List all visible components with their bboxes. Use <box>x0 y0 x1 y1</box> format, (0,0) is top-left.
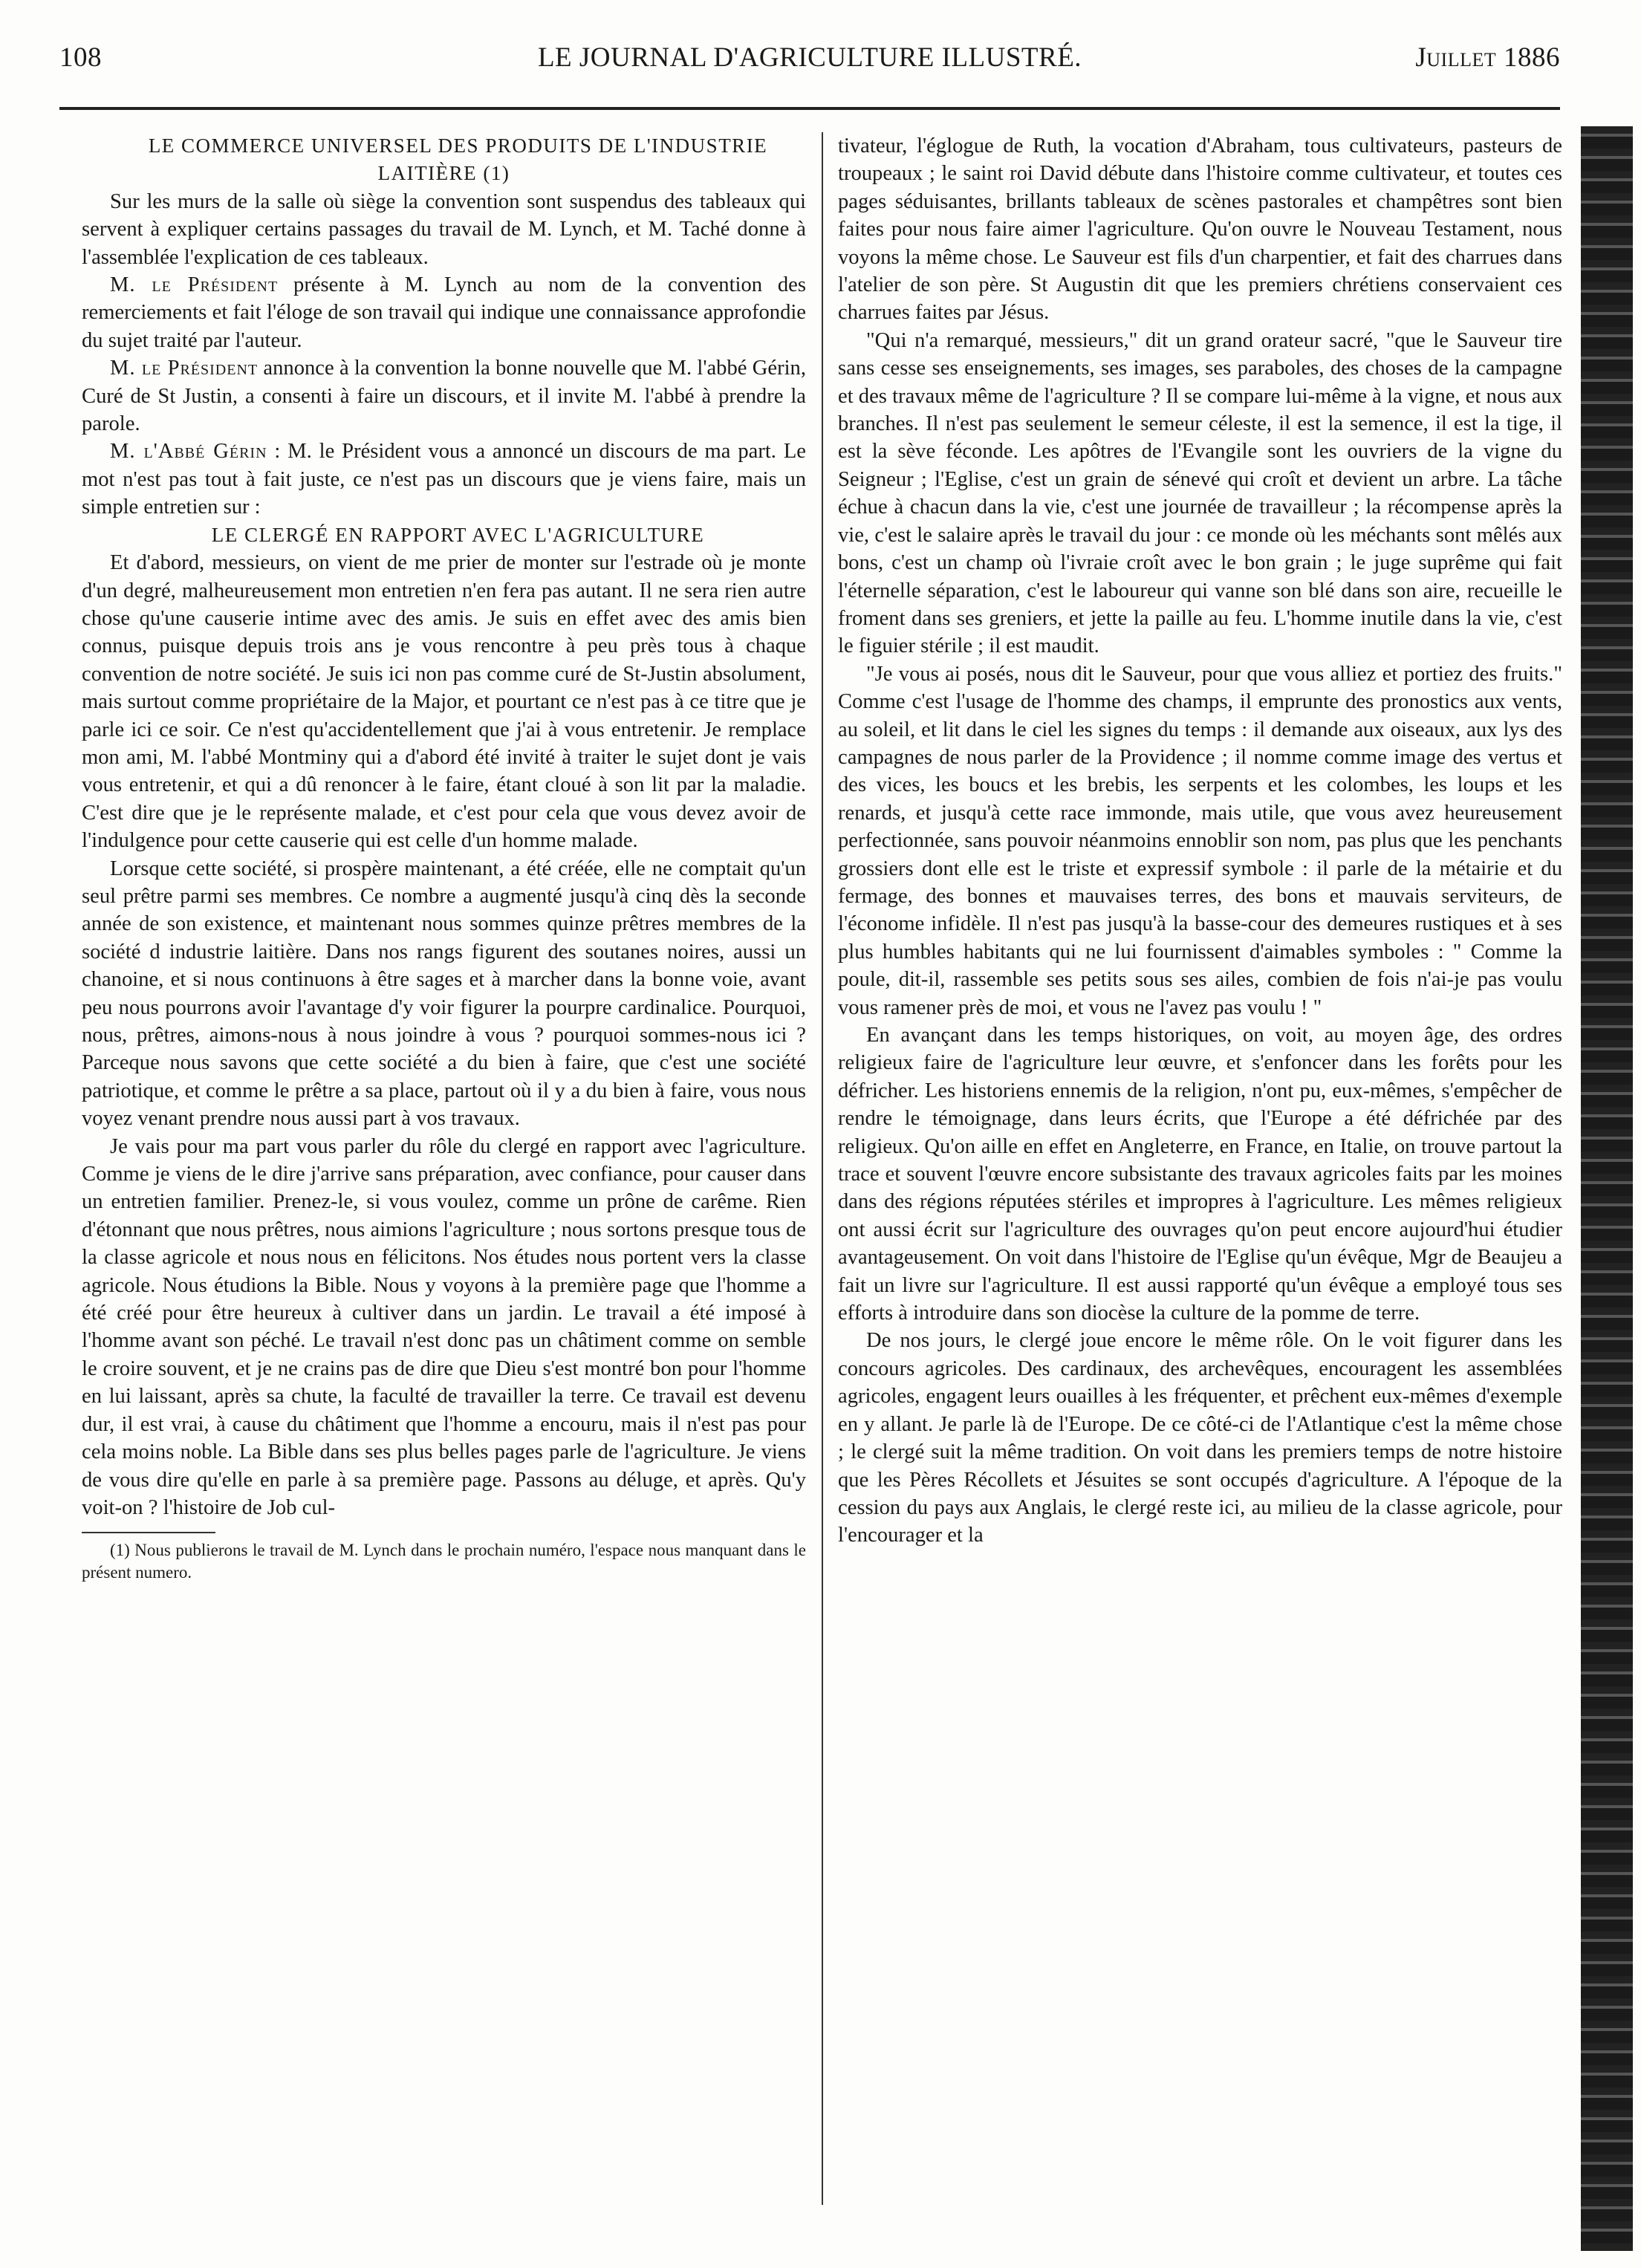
speaker: M. le Président <box>110 273 279 297</box>
paragraph: Je vais pour ma part vous parler du rôle du clergé en rapport avec l'agriculture. Comme je viens de le dire j'arrive sans préparation, avec confiance, pour causer dans un entretien familier. Prenez-le, si vous voulez, comme un prône de carême. Rien d'étonnant que nous prêtres, nous aimions l'agriculture ; nous sortons presque tous de la classe agricole et nous nous en félicitons. Nos études nous portent vers la classe agricole. Nous étudions la Bible. Nous y voyons à la première page que l'homme a été créé pour être heureux à cultiver dans un jardin. Le travail a été imposé à l'homme avant son péché. Le travail n'est donc pas un châtiment comme on semble le croire souvent, et je ne crains pas de dire que Dieu s'est montré bon pour l'homme en lui laissant, après sa chute, la faculté de travailler la terre. Ce travail est devenu dur, il est vrai, à cause du châtiment que l'homme a encouru, mais il n'est pas pour cela moins noble. La Bible dans ses plus belles pages parle de l'agriculture. Je viens de vous dire qu'elle en parle à sa première page. Passons au déluge, et après. Qu'y voit-on ? l'histoire de Job cul- <box>82 1134 806 1519</box>
paragraph-text: présente à M. Lynch au nom de la convention des remerciements et fait l'éloge de son travail qui indique une connaissance approfondie du sujet traité par l'auteur. <box>82 273 806 352</box>
right-column <box>838 132 1562 1550</box>
header-rule <box>59 107 1560 110</box>
paragraph: Sur les murs de la salle où siège la convention sont suspendus des tableaux qui servent à expliquer certains passages du travail de M. Lynch, et M. Taché donne à l'assemblée l'explication de ces tableaux. <box>82 189 806 269</box>
left-column <box>82 132 806 1584</box>
paragraph <box>82 354 806 438</box>
page-number: 108 <box>59 42 102 73</box>
paragraph: tivateur, l'églogue de Ruth, la vocation d'Abraham, tous cultivateurs, pasteurs de troupeaux ; le saint roi David débute dans l'histoire comme cultivateur, et toutes ces pages séduisantes, brillants tableaux de scènes pastorales et champêtres sont bien faites pour nous faire aimer l'agriculture. Qu'on ouvre le Nouveau Testament, nous voyons la même chose. Le Sauveur est fils d'un charpentier, et fait des charrues dans l'atelier de son père. St Augustin dit que les premiers chrétiens conservaient ces charrues faites par Jésus. <box>838 134 1562 325</box>
issue-date: Juillet 1886 <box>1415 42 1560 73</box>
journal-title: LE JOURNAL D'AGRICULTURE ILLUSTRÉ. <box>537 42 1082 73</box>
paragraph: Lorsque cette société, si prospère maintenant, a été créée, elle ne comptait qu'un seul prêtre parmi ses membres. Ce nombre a augmenté jusqu'à cinq dès la seconde année de son existence, et maintenant nous sommes quinze prêtres membres de la société d industrie laitière. Dans nos rangs figurent des soutanes noires, aussi un chanoine, et si nous continuons à être sages et à marcher dans la bonne voie, avant peu nous pourrons avoir l'avantage d'y voir figurer la pourpre cardinalice. Pourquoi, nous, prêtres, aimons-nous à nous joindre à vous ? pourquoi sommes-nous ici ? Parceque nous savons que cette société a du bien à faire, que c'est une société patriotique, et comme le prêtre a sa place, partout où il y a du bien à faire, vous nous voyez venant prendre nous aussi part à vos travaux. <box>82 857 806 1131</box>
paragraph-text: : M. le Président vous a annoncé un discours de ma part. Le mot n'est pas tout à fait juste, ce n'est pas un discours que je viens faire, mais un simple entretien sur : <box>82 440 806 519</box>
paragraph: De nos jours, le clergé joue encore le même rôle. On le voit figurer dans les concours agricoles. Des cardinaux, des archevêques, encouragent les assemblées agricoles, engagent leurs ouailles à les fréquenter, et prêchent eux-mêmes d'exemple en y allant. Je parle là de l'Europe. De ce côté-ci de l'Atlantique c'est la même chose ; le clergé suit la même tradition. On voit dans les premiers temps de notre histoire que les Pères Récollets et Jésuites se sont occupés d'agriculture. A l'époque de la cession du pays aux Anglais, le clergé reste ici, au milieu de la classe agricole, pour l'encourager et la <box>838 1329 1562 1547</box>
column-divider <box>822 132 823 2205</box>
footnote-rule <box>82 1532 215 1533</box>
paragraph: En avançant dans les temps historiques, on voit, au moyen âge, des ordres religieux faire de l'agriculture leur œuvre, et s'enfoncer dans les forêts pour les défricher. Les historiens ennemis de la religion, n'ont pu, eux-mêmes, s'empêcher de rendre le témoignage, dans leurs écrits, que l'Europe a été défrichée par des religieux. Qu'on aille en effet en Angleterre, en France, en Italie, on trouve partout la trace et souvent l'œuvre encore subsistante des travaux agricoles faits par les moines dans des régions réputées stériles et impropres à l'agriculture. Les mêmes religieux ont aussi écrit sur l'agriculture des ouvrages qu'on peut encore aujourd'hui étudier avantageusement. On voit dans l'histoire de l'Eglise qu'un évêque, Mgr de Beaujeu a fait un livre sur l'agriculture. Il est aussi rapporté qu'un évêque a employé tous ses efforts à introduire dans son diocèse la culture de la pomme de terre. <box>838 1024 1562 1325</box>
binding-edge <box>1581 126 1633 2251</box>
paragraph: "Je vous ai posés, nous dit le Sauveur, pour que vous alliez et portiez des fruits." Comme c'est l'usage de l'homme des champs, il emprunte des pronostics aux vents, au soleil, et lit dans le ciel les signes du temps : il demande aux oiseaux, aux lys des campagnes de nous parler de la Providence ; il nomme comme image des vertus et des vices, les boucs et les brebis, les serpents et les colombes, les loups et les renards, et jusqu'à cette race immonde, mais utile, que vous avez heureusement perfectionnée, sans pouvoir néanmoins ennoblir son nom, pas plus que les penchants grossiers dont elle est le triste et expressif symbole : il parle de la métairie et du fermage, des bonnes et mauvaises terres, des bons et mauvais serviteurs, de l'économe infidèle. Il n'est pas jusqu'à la basse-cour des demeures rustiques et à ses plus humbles habitants qui ne lui fournissent d'aimables symboles : " Comme la poule, dit-il, rassemble ses petits sous ses ailes, combien de fois n'ai-je pas voulu vous ramener près de moi, et vous ne l'avez pas voulu ! " <box>838 662 1562 1019</box>
paragraph-text: annonce à la convention la bonne nouvelle que M. l'abbé Gérin, Curé de St Justin, a consenti à faire un discours, et il invite M. l'abbé à prendre la parole. <box>82 357 806 436</box>
footnote: (1) Nous publierons le travail de M. Lynch dans le prochain numéro, l'espace nous manquant dans le présent numero. <box>82 1541 806 1582</box>
paragraph: "Qui n'a remarqué, messieurs," dit un grand orateur sacré, "que le Sauveur tire sans cesse ses enseignements, ses images, ses paraboles, des choses de la campagne et des travaux même de l'agriculture ? Il se compare lui-même à la vigne, et nous aux branches. Il n'est pas seulement le semeur céleste, il est la semence, il est la tige, il est la sève féconde. Les apôtres de l'Evangile sont les ouvriers de la vigne du Seigneur ; l'Eglise, c'est un grain de sénevé qui croît et devient un arbre. La tâche échue à chacun dans la vie, c'est une journée de travailleur ; la récompense après la vie, c'est le salaire après le travail du jour : ce monde où les méchants sont mêlés aux bons, c'est un champ où l'ivraie croît avec le bon grain ; le juge suprême qui fait l'éternelle séparation, c'est le laboureur qui vanne son blé dans son aire, recueille le froment dans ses greniers, et jette la paille au feu. L'homme inutile dans la vie, c'est le figuier stérile ; il est maudit. <box>838 328 1562 658</box>
section-title: LE COMMERCE UNIVERSEL DES PRODUITS DE L'INDUSTRIE LAITIÈRE (1) <box>148 134 768 185</box>
subsection-title: LE CLERGÉ EN RAPPORT AVEC L'AGRICULTURE <box>211 523 705 546</box>
speaker: M. l'Abbé Gérin <box>110 440 267 464</box>
paragraph <box>82 271 806 354</box>
page-header <box>59 42 1560 86</box>
paragraph <box>82 438 806 521</box>
speaker: M. le Président <box>110 357 259 380</box>
paragraph: Et d'abord, messieurs, on vient de me prier de monter sur l'estrade où je monte d'un degré, malheureusement mon entretien n'en fera pas autant. Il ne sera rien autre chose qu'une causerie intime avec des amis. Je suis en effet avec des amis bien connus, puisque depuis trois ans je vous rencontre à peu près tous à chaque convention de notre société. Je suis ici non pas comme curé de St-Justin absolument, mais surtout comme propriétaire de la Major, et pourtant ce n'est pas à ce titre que je parle ici ce soir. Ce n'est qu'accidentellement que j'ai à vous entretenir. Je remplace mon ami, M. l'abbé Montminy qui a d'abord été invité à traiter le sujet dont je vais vous entretenir, et qui a dû renoncer à le faire, étant cloué à son lit par la maladie. C'est dire que je le représente malade, et c'est pour cela que vous devez avoir de l'indulgence pour cette causerie qui est celle d'un homme malade. <box>82 551 806 853</box>
